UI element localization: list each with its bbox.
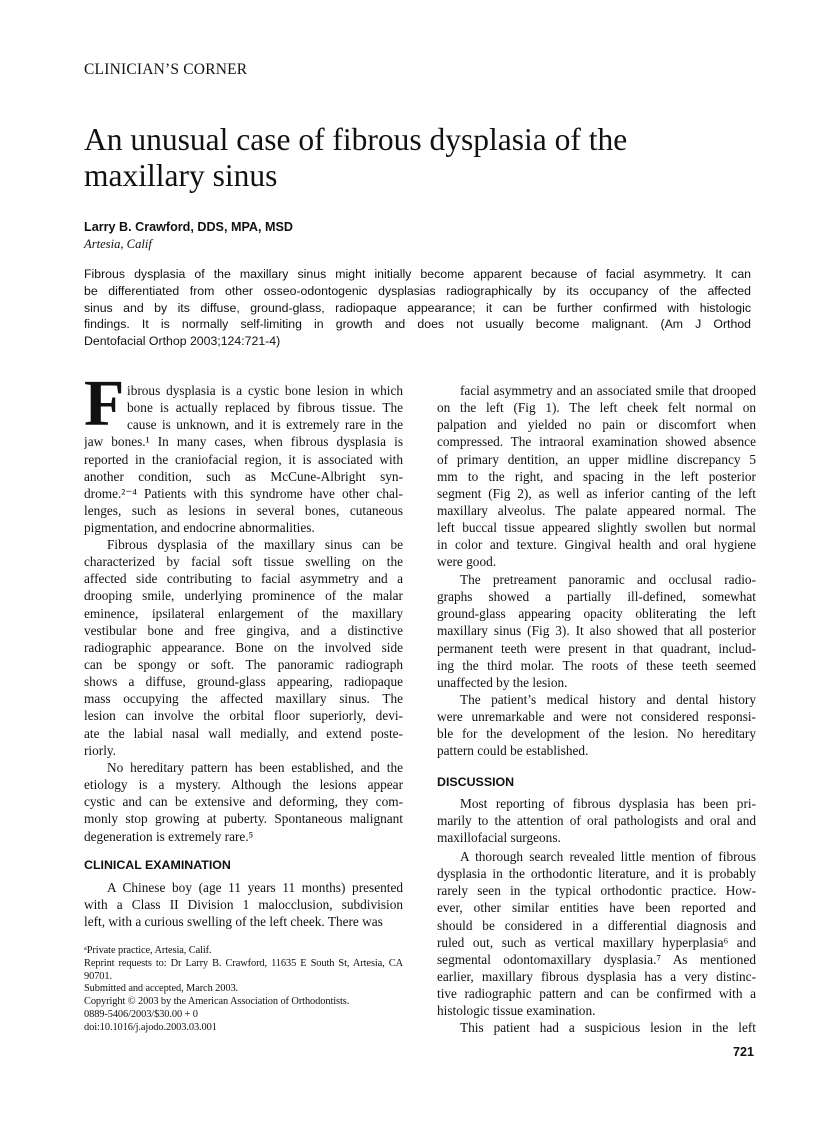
section-label: CLINICIAN’S CORNER <box>84 61 248 78</box>
text-line: ever, other similar entities have been reported and <box>437 900 756 916</box>
text-line: Dentofacial Orthop 2003;124:721-4) <box>84 334 281 349</box>
text-line: The pretreament panoramic and occlusal radio- <box>460 572 756 587</box>
text-line: A thorough search revealed little mention of fibrous <box>460 849 756 864</box>
paragraph <box>437 848 756 1019</box>
text-line: pattern could be established. <box>437 743 589 759</box>
text-line: compressed. The intraoral examination showed absence <box>437 434 756 450</box>
paragraph <box>437 1019 756 1036</box>
text-line: palpation and yielded no pain or discomfort when <box>437 417 756 433</box>
drop-cap: F <box>84 367 125 440</box>
text-line: segmental odontomaxillary dysplasia.⁷ As mentioned <box>437 951 756 967</box>
text-line: vestibular bone and free gingiva, and a distinctive <box>84 622 403 638</box>
text-line: findings. It is normally self-limiting in growth and does not usually become malignant. (Am J Orthod <box>84 317 751 332</box>
text-line: in color and texture. Gingival health and oral hygiene <box>437 537 756 553</box>
text-line: shows a diffuse, ground-glass appearing, radiopaque <box>84 674 403 690</box>
text-line: ble for the development of the lesion. No hereditary <box>437 726 756 742</box>
text-line: drome.²⁻⁴ Patients with this syndrome have other chal- <box>84 485 403 501</box>
paragraph <box>84 759 403 845</box>
text-line: reported in the craniofacial region, it is associated with <box>84 451 403 467</box>
text-line: No hereditary pattern has been established, and the <box>107 760 403 775</box>
text-line: etiology is a mystery. Although the lesions appear <box>84 777 403 793</box>
paragraph <box>84 879 403 930</box>
text-line: sinus and by its diffuse, ground-glass, radiopaque appearance; it can be further confirmed with histologic <box>84 300 751 315</box>
text-line: segment (Fig 2), as well as inferior canting of the left <box>437 485 756 501</box>
text-line: permanent teeth were present in that quadrant, includ- <box>437 640 756 656</box>
text-line: A Chinese boy (age 11 years 11 months) presented <box>107 880 403 895</box>
text-line: left buccal tissue appeared slightly swollen but normal <box>437 520 756 536</box>
text-line: The patient’s medical history and dental history <box>460 692 756 707</box>
author-name: Larry B. Crawford, DDS, MPA, MSD <box>84 220 293 234</box>
title-line: An unusual case of fibrous dysplasia of the <box>84 122 628 157</box>
text-line: ruled out, such as vertical maxillary hyperplasia⁶ and <box>437 934 756 950</box>
abstract <box>84 266 751 350</box>
text-line: eminence, ipsilateral enlargement of the maxillary <box>84 605 403 621</box>
text-line: marily to the attention of oral pathologists and oral and <box>437 813 756 829</box>
text-line: histologic tissue examination. <box>437 1003 596 1019</box>
text-line: mm to the right, and spacing in the left posterior <box>437 468 756 484</box>
text-line: 0889-5406/2003/$30.00 + 0 <box>84 1008 198 1020</box>
text-line: maxillofacial surgeons. <box>437 830 561 846</box>
section-heading: DISCUSSION <box>437 775 515 789</box>
title-line: maxillary sinus <box>84 158 278 193</box>
text-line: 90701. <box>84 970 112 982</box>
text-line: be differentiated from other osseo-odontogenic dysplasias radiographically by its occupancy of the affected <box>84 283 751 298</box>
text-line: of primary dentition, an upper midline discrepancy 5 <box>437 451 756 467</box>
page-number: 721 <box>732 1045 754 1059</box>
text-line: monly stop growing at puberty. Spontaneous malignant <box>84 811 403 827</box>
paragraph <box>437 795 756 846</box>
text-line: mass occupying the affected maxillary sinus. The <box>84 691 403 707</box>
text-line: were good. <box>437 554 497 570</box>
text-line: affected side contributing to facial asymmetry and a <box>84 571 403 587</box>
text-line: lenges, such as lesions in several bones, cutaneous <box>84 502 403 518</box>
paragraph <box>84 382 403 536</box>
text-line: pigmentation, and endocrine abnormalities. <box>84 520 315 536</box>
text-line: drooping smile, underlying prominence of the malar <box>84 588 403 604</box>
text-line: ing the third molar. The roots of these teeth seemed <box>437 657 756 673</box>
text-line: riorly. <box>84 742 117 758</box>
text-line: on the left (Fig 1). The left cheek felt normal on <box>437 400 756 416</box>
text-line: unaffected by the lesion. <box>437 674 568 690</box>
text-line: radiographic appearance. Bone on the involved side <box>84 639 403 655</box>
text-line: ibrous dysplasia is a cystic bone lesion in which <box>127 383 403 398</box>
text-line: earlier, maxillary fibrous dysplasia has a very distinc- <box>437 968 756 984</box>
text-line: Reprint requests to: Dr Larry B. Crawford, 11635 E South St, Artesia, CA <box>84 957 403 969</box>
text-line: dysplasia in the orthodontic literature, and it is probably <box>437 866 756 882</box>
paragraph <box>437 571 756 691</box>
paragraph <box>437 382 756 571</box>
footnotes <box>84 945 403 1035</box>
text-line: Submitted and accepted, March 2003. <box>84 983 239 995</box>
text-line: Fibrous dysplasia of the maxillary sinus might initially become apparent because of facial asymmetry. It can <box>84 267 751 281</box>
text-line: cause is unknown, and it is extremely rare in the <box>127 417 403 433</box>
text-line: with a Class II Division 1 malocclusion, subdivision <box>84 897 403 913</box>
text-line: rarely seen in the typical orthodontic practice. How- <box>437 883 756 899</box>
text-line: This patient had a suspicious lesion in the left <box>460 1020 756 1035</box>
text-line: doi:10.1016/j.ajodo.2003.03.001 <box>84 1021 217 1033</box>
text-line: ate the labial nasal wall medially, and extend poste- <box>84 725 403 741</box>
text-line: degeneration is extremely rare.⁵ <box>84 828 254 844</box>
text-line: Copyright © 2003 by the American Association of Orthodontists. <box>84 996 350 1008</box>
text-line: lesion can involve the orbital floor superiorly, devi- <box>84 708 403 724</box>
text-line: Most reporting of fibrous dysplasia has been pri- <box>460 796 756 811</box>
text-line: facial asymmetry and an associated smile that drooped <box>460 383 756 398</box>
text-line: ground-glass appearing opacity obliterating the left <box>437 606 756 622</box>
article-title <box>84 122 764 194</box>
section-heading: CLINICAL EXAMINATION <box>84 858 231 872</box>
paragraph <box>437 691 756 760</box>
text-line: maxillary sinus (Fig 3). It also showed that all posterior <box>437 623 756 639</box>
text-line: Fibrous dysplasia of the maxillary sinus can be <box>107 537 403 552</box>
paragraph <box>84 536 403 759</box>
text-line: were unremarkable and were not considered responsi- <box>437 709 756 725</box>
text-line: tive radiographic pattern and can be confirmed with a <box>437 986 756 1002</box>
author-affiliation: Artesia, Calif <box>84 237 152 251</box>
text-line: maxillary alveolus. The palate appeared normal. The <box>437 502 756 518</box>
text-line: graphs showed a partially ill-defined, somewhat <box>437 589 756 605</box>
text-line: ᵃPrivate practice, Artesia, Calif. <box>84 945 212 956</box>
text-line: characterized by facial soft tissue swelling on the <box>84 554 403 570</box>
text-line: cystic and can be extensive and deforming, they com- <box>84 794 403 810</box>
text-line: jaw bones.¹ In many cases, when fibrous dysplasia is <box>84 434 403 450</box>
text-line: another condition, such as McCune-Albright syn- <box>84 468 403 484</box>
text-line: can be spongy or soft. The panoramic radiograph <box>84 656 403 672</box>
text-line: left, with a curious swelling of the left cheek. There was <box>84 914 383 930</box>
text-line: should be considered in a differential diagnosis and <box>437 917 756 933</box>
text-line: bone is actually replaced by fibrous tissue. The <box>127 400 403 416</box>
